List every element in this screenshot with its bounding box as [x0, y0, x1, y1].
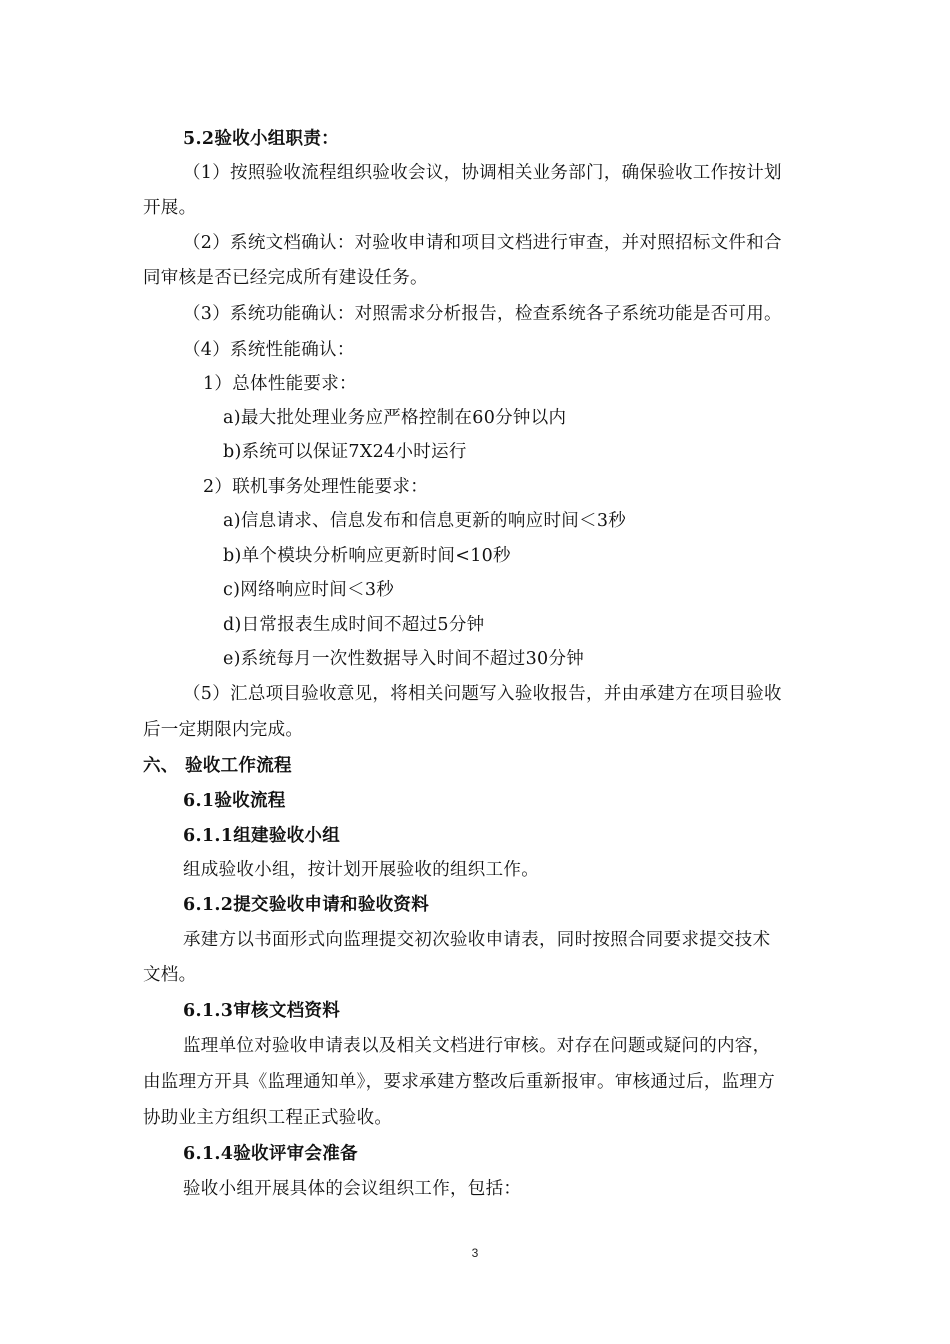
section-heading-6-1: 6.1验收流程 — [183, 791, 286, 811]
paragraph-line: （5）汇总项目验收意见，将相关问题写入验收报告，并由承建方在项目验收 — [183, 684, 782, 704]
paragraph-line: 文档。 — [143, 965, 197, 985]
list-item: a)最大批处理业务应严格控制在60分钟以内 — [223, 408, 567, 428]
list-item: 1）总体性能要求： — [203, 374, 357, 394]
paragraph-line: 同审核是否已经完成所有建设任务。 — [143, 268, 428, 288]
paragraph-line: 由监理方开具《监理通知单》，要求承建方整改后重新报审。审核通过后，监理方 — [143, 1072, 776, 1092]
subsection-heading-6-1-1: 6.1.1组建验收小组 — [183, 826, 341, 846]
paragraph-line: （4）系统性能确认： — [183, 340, 355, 360]
page-number: 3 — [471, 1246, 479, 1260]
list-item: 2）联机事务处理性能要求： — [203, 477, 429, 497]
paragraph-line: 验收小组开展具体的会议组织工作，包括： — [183, 1179, 522, 1199]
list-item: d)日常报表生成时间不超过5分钟 — [223, 615, 485, 635]
list-item: c)网络响应时间＜3秒 — [223, 580, 395, 600]
paragraph-line: （1）按照验收流程组织验收会议，协调相关业务部门，确保验收工作按计划 — [183, 163, 782, 183]
subsection-heading-6-1-2: 6.1.2提交验收申请和验收资料 — [183, 895, 430, 915]
paragraph-line: 监理单位对验收申请表以及相关文档进行审核。对存在问题或疑问的内容， — [183, 1036, 771, 1056]
list-item: e)系统每月一次性数据导入时间不超过30分钟 — [223, 649, 585, 669]
section-heading-5-2: 5.2验收小组职责： — [183, 129, 339, 149]
chapter-heading-6: 六、 验收工作流程 — [143, 756, 292, 776]
paragraph-line: （3）系统功能确认：对照需求分析报告，检查系统各子系统功能是否可用。 — [183, 304, 782, 324]
paragraph-line: （2）系统文档确认：对验收申请和项目文档进行审查，并对照招标文件和合 — [183, 233, 782, 253]
paragraph-line: 协助业主方组织工程正式验收。 — [143, 1108, 393, 1128]
list-item: a)信息请求、信息发布和信息更新的响应时间＜3秒 — [223, 511, 627, 531]
paragraph-line: 开展。 — [143, 198, 197, 218]
paragraph-line: 后一定期限内完成。 — [143, 720, 304, 740]
list-item: b)单个模块分析响应更新时间<10秒 — [223, 546, 511, 566]
subsection-heading-6-1-3: 6.1.3审核文档资料 — [183, 1001, 341, 1021]
paragraph-line: 承建方以书面形式向监理提交初次验收申请表，同时按照合同要求提交技术 — [183, 930, 771, 950]
list-item: b)系统可以保证7X24小时运行 — [223, 442, 467, 462]
subsection-heading-6-1-4: 6.1.4验收评审会准备 — [183, 1144, 358, 1164]
paragraph-line: 组成验收小组，按计划开展验收的组织工作。 — [183, 860, 539, 880]
